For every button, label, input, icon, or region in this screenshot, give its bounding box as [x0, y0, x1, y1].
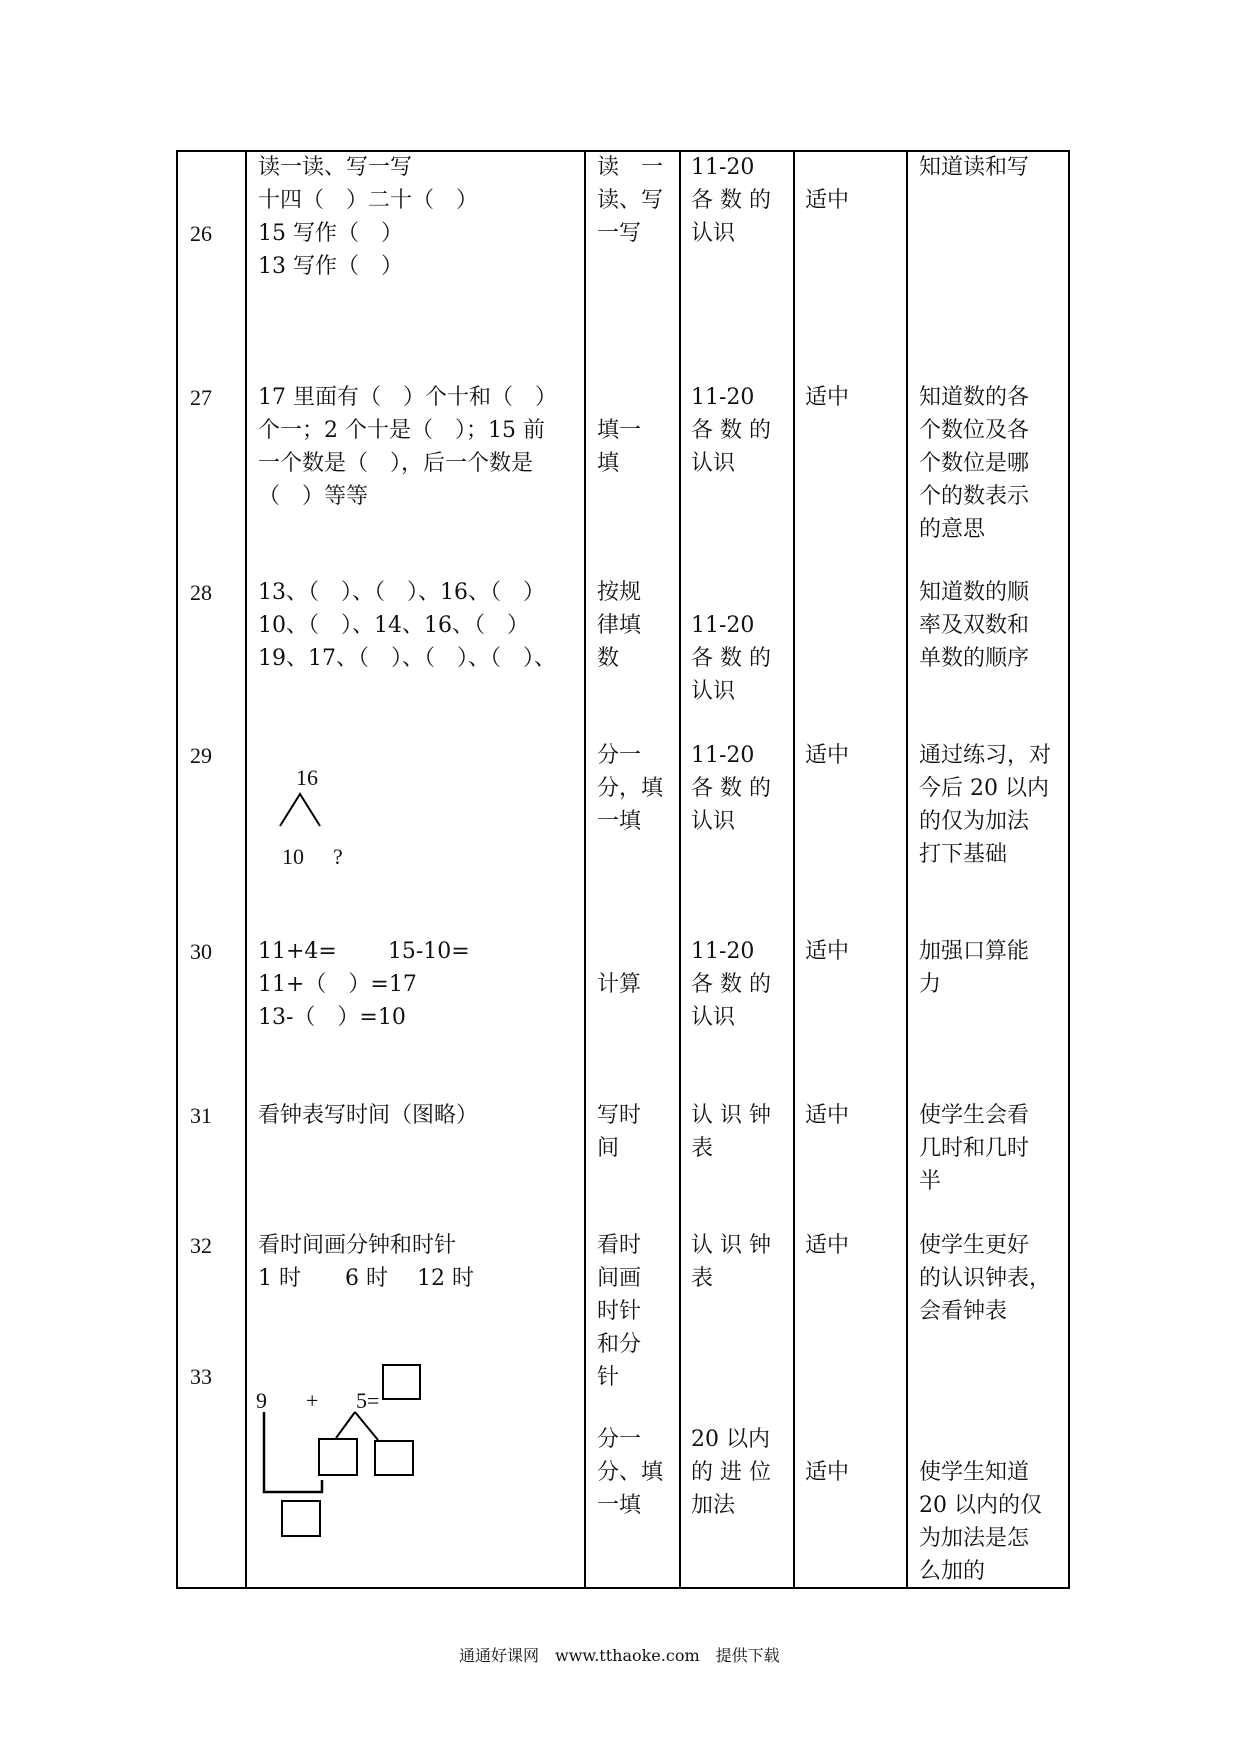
column-divider-3	[679, 150, 681, 1589]
row-content-line: 看钟表写时间（图略）	[258, 1103, 479, 1128]
row-type-line: 一填	[597, 809, 642, 834]
row-type-line: 间	[597, 1136, 620, 1161]
row-content-line: 读一读、写一写	[258, 155, 413, 180]
row-type-line: 填一	[597, 418, 642, 443]
row-knowledge-line: 认识	[691, 809, 736, 834]
row-type-line: 按规	[597, 580, 642, 605]
row-goal-line: 个数位及各	[919, 418, 1030, 443]
column-divider-4	[793, 150, 795, 1589]
row-number: 28	[190, 580, 212, 605]
row-goal-line: 20 以内的仅	[919, 1493, 1042, 1518]
split-branches	[270, 786, 330, 836]
column-divider-5	[906, 150, 908, 1589]
row-difficulty: 适中	[805, 939, 850, 964]
row-difficulty: 适中	[805, 385, 850, 410]
row-goal-line: 个数位是哪	[919, 451, 1030, 476]
row-goal-line: 会看钟表	[919, 1299, 1008, 1324]
row-difficulty: 适中	[805, 1103, 850, 1128]
row-type-line: 和分	[597, 1332, 642, 1357]
row-type-line: 分，填	[597, 776, 664, 801]
row-knowledge-line: 表	[691, 1136, 714, 1161]
row-difficulty: 适中	[805, 743, 850, 768]
row-goal-line: 加强口算能	[919, 939, 1030, 964]
row-knowledge-line: 11-20	[691, 939, 755, 964]
row-type-line: 分一	[597, 743, 642, 768]
row-number: 27	[190, 385, 212, 410]
row-knowledge-line: 各 数 的	[691, 188, 771, 213]
row-number: 31	[190, 1103, 212, 1128]
row-goal-line: 使学生知道	[919, 1460, 1030, 1485]
row-number: 29	[190, 743, 212, 768]
plus-sign: +	[306, 1388, 319, 1413]
row-type-line: 写时	[597, 1103, 642, 1128]
row-goal-line: 率及双数和	[919, 613, 1030, 638]
row-type-line: 一填	[597, 1493, 642, 1518]
row-content-line: 个一；2 个十是（ ）；15 前	[258, 418, 545, 443]
row-content-line: 11+（ ）=17	[258, 972, 417, 997]
ten-answer-box[interactable]	[281, 1500, 321, 1537]
row-knowledge-line: 11-20	[691, 743, 755, 768]
row-knowledge-line: 表	[691, 1266, 714, 1291]
row-content-line: 13、（ ）、（ ）、16、（ ）	[258, 580, 545, 605]
row-knowledge-line: 加法	[691, 1493, 736, 1518]
row-content-line: （ ）等等	[258, 484, 369, 509]
row-knowledge-line: 各 数 的	[691, 418, 771, 443]
row-type-line: 计算	[597, 972, 642, 997]
row-goal-line: 知道读和写	[919, 155, 1030, 180]
row-goal-line: 打下基础	[919, 842, 1008, 867]
row-content-line: 17 里面有（ ）个十和（ ）	[258, 385, 557, 410]
row-type-line: 读 一	[597, 155, 664, 180]
row-knowledge-line: 各 数 的	[691, 646, 771, 671]
row-type-line: 针	[597, 1365, 620, 1390]
row-goal-line: 的认识钟表，	[919, 1266, 1052, 1291]
row-goal-line: 几时和几时	[919, 1136, 1030, 1161]
row-type-line: 读、写	[597, 188, 664, 213]
row-difficulty: 适中	[805, 1460, 850, 1485]
row-type-line: 分、填	[597, 1460, 664, 1485]
row-goal-line: 为加法是怎	[919, 1526, 1030, 1551]
row-goal-line: 使学生更好	[919, 1233, 1030, 1258]
addend-b: 5=	[356, 1388, 380, 1413]
row-content-line: 15 写作（ ）	[258, 221, 403, 246]
row-goal-line: 单数的顺序	[919, 646, 1030, 671]
row-number: 32	[190, 1233, 212, 1258]
row-goal-line: 么加的	[919, 1559, 986, 1584]
row-knowledge-line: 认识	[691, 1005, 736, 1030]
row-number: 33	[190, 1364, 212, 1389]
row-content-line: 看时间画分钟和时针	[258, 1233, 457, 1258]
sum-answer-box[interactable]	[382, 1364, 421, 1400]
row-goal-line: 知道数的顺	[919, 580, 1030, 605]
row-type-line: 律填	[597, 613, 642, 638]
row-goal-line: 今后 20 以内	[919, 776, 1049, 801]
table-right-border	[1068, 150, 1070, 1589]
page-footer: 通通好课网 www.tthaoke.com 提供下载	[459, 1646, 780, 1665]
row-content-line: 11+4= 15-10=	[258, 939, 470, 964]
row-type-line: 一写	[597, 221, 642, 246]
row-goal-line: 个的数表示	[919, 484, 1030, 509]
row-difficulty: 适中	[805, 188, 850, 213]
row-knowledge-line: 认识	[691, 679, 736, 704]
row-content-line: 13 写作（ ）	[258, 254, 403, 279]
row-content-line: 13-（ ）=10	[258, 1005, 406, 1030]
column-divider-1	[245, 150, 247, 1589]
row-type-line: 填	[597, 451, 620, 476]
split-answer-box-left[interactable]	[318, 1438, 358, 1476]
row-knowledge-line: 各 数 的	[691, 776, 771, 801]
row-knowledge-line: 的 进 位	[691, 1460, 771, 1485]
row-knowledge-line: 11-20	[691, 385, 755, 410]
row-goal-line: 力	[919, 972, 942, 997]
split-right: ?	[333, 844, 343, 869]
row-difficulty: 适中	[805, 1233, 850, 1258]
row-number: 30	[190, 939, 212, 964]
row-knowledge-line: 各 数 的	[691, 972, 771, 997]
row-type-line: 看时	[597, 1233, 642, 1258]
row-knowledge-line: 20 以内	[691, 1427, 770, 1452]
row-content-line: 一个数是（ ），后一个数是	[258, 451, 534, 476]
row-content-line: 十四（ ）二十（ ）	[258, 188, 479, 213]
split-answer-box-right[interactable]	[374, 1440, 414, 1476]
row-goal-line: 半	[919, 1169, 942, 1194]
row-type-line: 间画	[597, 1266, 642, 1291]
row-content-line: 10、（ ）、14、16、（ ）	[258, 613, 529, 638]
row-goal-line: 知道数的各	[919, 385, 1030, 410]
row-knowledge-line: 认 识 钟	[691, 1233, 771, 1258]
row-goal-line: 的意思	[919, 517, 986, 542]
row-goal-line: 的仅为加法	[919, 809, 1030, 834]
table-left-border	[176, 150, 178, 1589]
row-type-line: 分一	[597, 1427, 642, 1452]
row-knowledge-line: 认识	[691, 451, 736, 476]
row-knowledge-line: 认识	[691, 221, 736, 246]
row-goal-line: 使学生会看	[919, 1103, 1030, 1128]
row-number: 26	[190, 221, 212, 246]
row-type-line: 时针	[597, 1299, 642, 1324]
row-type-line: 数	[597, 646, 620, 671]
row-knowledge-line: 11-20	[691, 613, 755, 638]
addend-a: 9	[256, 1388, 267, 1413]
row-knowledge-line: 11-20	[691, 155, 755, 180]
row-content-line: 19、17、（ ）、（ ）、（ ）、	[258, 646, 556, 671]
row-content-line: 1 时 6 时 12 时	[258, 1266, 474, 1291]
column-divider-2	[584, 150, 586, 1589]
split-left: 10	[282, 844, 304, 869]
row-knowledge-line: 认 识 钟	[691, 1103, 771, 1128]
split-total: 16	[296, 765, 318, 790]
row-goal-line: 通过练习，对	[919, 743, 1052, 768]
